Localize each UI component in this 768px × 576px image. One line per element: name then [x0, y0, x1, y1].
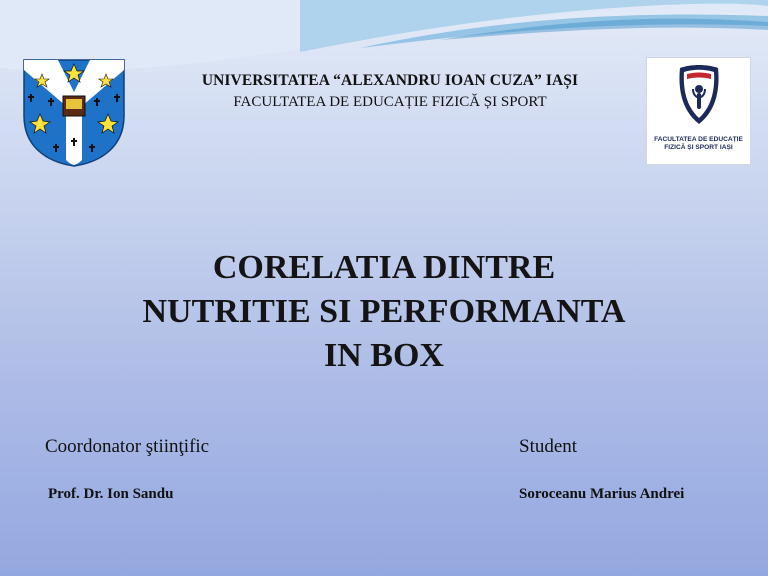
title-line-1: CORELATIA DINTRE	[212, 249, 556, 286]
faculty-name: FACULTATEA DE EDUCAȚIE FIZICĂ ȘI SPORT	[233, 94, 547, 110]
student-name: Soroceanu Marius Andrei	[519, 486, 685, 502]
university-name: UNIVERSITATEA “ALEXANDRU IOAN CUZA” IAȘI	[201, 72, 579, 89]
coordinator-name: Prof. Dr. Ion Sandu	[48, 486, 174, 502]
student-label: Student	[519, 436, 578, 457]
coordinator-label: Coordonator ştiinţific	[45, 436, 210, 457]
title-line-3: IN BOX	[324, 337, 444, 374]
title-line-2: NUTRITIE SI PERFORMANTA	[142, 293, 626, 330]
faculty-logo-text: FACULTATEA DE EDUCAȚIE FIZICĂ ȘI SPORT IAȘI	[654, 136, 743, 151]
faculty-logo	[646, 57, 751, 165]
presentation-title	[80, 246, 688, 378]
university-header	[140, 72, 640, 111]
university-crest-icon	[22, 58, 126, 168]
